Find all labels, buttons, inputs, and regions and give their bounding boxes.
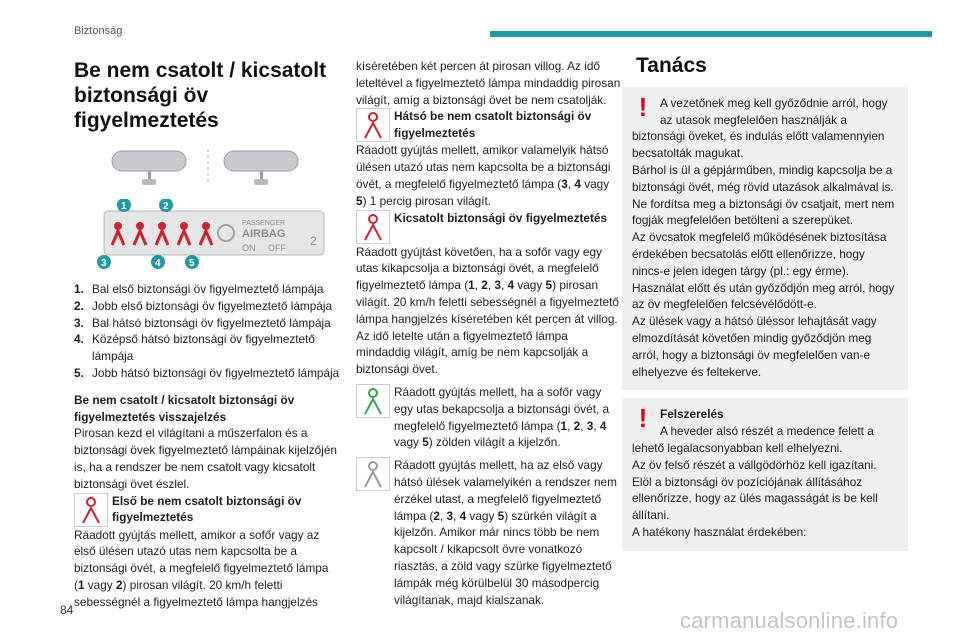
right-column [622,54,908,559]
tip-paragraph: Bárhol is ül a gépjárműben, mindig kapcsolja be a biztonsági övét, még rövid utazások alkalmával is. [632,162,894,194]
intro-paragraph: Pirosan kezd el világítani a műszerfalon és a biztonsági övek figyelmeztető lámpáinak kijelzőjén is, ha a rendszer be nem csatolt vagy kicsatolt biztonsági övet észlel. [74,426,337,491]
unfastened-warning-block [356,210,622,244]
callout-badge-4 [151,255,165,269]
callout-badge-2 [159,199,173,212]
legend-item: 4. Középső hátsó biztonsági öv figyelmeztető lámpája [74,332,315,364]
tip-paragraph: Ne fordítsa meg a biztonsági öv csatjait, mert nem fogják megfelelően betölteni a szerepüket. [632,196,895,228]
subsection-title: Be nem csatolt / kicsatolt biztonsági öv figyelmeztetés visszajelzés [74,392,295,424]
exclamation-icon: ! [638,403,648,434]
front-warning-text: Ráadott gyújtás mellett, amikor a sofőr vagy az első ülésen utazó utas nem kapcsolta be a biztonsági övét, a megfelelő figyelmeztető lámpa (1 vagy 2) pirosan világít. 20 km/h feletti sebességnél a figyelmeztető lámpa hangjelzés [74,527,329,609]
svg-text:5: 5 [189,258,195,269]
seatbelt-indicator-figure [74,199,342,269]
seatbelt-green-icon [356,384,390,418]
legend-item: 3. Bal hátsó biztonsági öv figyelmeztető lámpája [74,315,331,330]
tip-paragraph: A hatékony használat érdekében: [632,524,807,539]
rearview-mirror-figure [74,145,342,191]
tip-heading: Felszerelés [660,407,724,422]
seatbelt-warning-icon [356,210,390,244]
tip-paragraph: Az övcsatok megfelelő működésének biztosítása érdekében becsatolás előtt ellenőrizze, hogy nincs-e jelen idegen tárgy (pl.: egy érme). [632,230,887,278]
svg-text:2: 2 [163,201,169,212]
watermark: carmanualsonline.info [680,608,899,633]
callout-badge-1 [117,199,131,212]
tip-paragraph: A vezetőnek meg kell győződnie arról, hogy az utasok megfelelően használják a biztonsági öveket, és indulás előtt valamennyien becsatolták magukat. [632,95,888,161]
seatbelt-warning-icon [356,108,390,142]
front-warning-block [74,493,342,527]
tip-paragraph: Az ülések vagy a hátsó üléssor lehajtását vagy elmozdítását követően mindig győződjön meg arról, hogy a biztonsági öv megfelelően van-e elhelyezve és feltekerve. [632,314,877,379]
middle-column [356,58,622,608]
mirror-illustration [74,145,342,191]
green-status-text: Ráadott gyújtás mellett, ha a sofőr vagy egy utas bekapcsolja a biztonsági övét, a megfelelő figyelmeztető lámpa (1, 2, 3, 4 vagy 5) zölden világít a kijelzőn. [394,384,610,450]
tip-box-advice [622,87,908,391]
callout-badge-3 [97,255,111,269]
unfastened-warning-intro: Kicsatolt biztonsági öv figyelmeztetés [394,210,608,225]
header-accent-bar [490,31,932,37]
rear-warning-text: Ráadott gyújtás mellett, amikor valamelyik hátsó ülésen utazó utas nem kapcsolta be a biztonsági övét, a megfelelő figyelmeztető lámpa (3, 4 vagy 5) 1 percig pirosan világít. [356,143,611,208]
passenger-label: PASSENGER [242,220,286,227]
callout-badge-5 [185,255,199,269]
section-header: Biztonság [74,25,123,37]
grey-status-text: Ráadott gyújtás mellett, ha az első vagy hátsó ülések valamelyikén a rendszer nem érzékel utast, a megfelelő figyelmeztető lámpa (2, 3, 4 vagy 5) szürkén világít a kijelzőn. Amikor már nincs több be nem kapcsolt / kikapcsolt övre vonatkozó riasztás, a zöld vagy szürke figyelmeztető lámpák még körülbelül 30 másodpercig világítanak, majd kialszanak. [394,458,617,607]
tips-title: Tanács [636,54,707,77]
grey-status-block [356,457,622,608]
tip-paragraph: A heveder alsó részét a medence felett a lehető legalacsonyabban kell elhelyezni. [632,424,874,455]
exclamation-icon: ! [638,91,648,122]
svg-text:3: 3 [101,258,107,269]
seatbelt-indicator-panel [74,199,342,269]
tip-paragraph: Elöl a biztonsági öv pozíciójának állításához ellenőrizze, hogy az ülés magasságát is be kell állítani. [632,474,878,523]
front-warning-heading: Első be nem csatolt biztonsági öv figyelmeztetés [112,493,302,525]
rear-warning-block [356,108,622,142]
airbag-off-label: OFF [268,243,286,253]
section-title: Be nem csatolt / kicsatolt biztonsági öv figyelmeztetés [74,59,327,132]
tip-box-installation [622,398,908,550]
svg-text:4: 4 [155,258,161,269]
seatbelt-warning-icon [74,493,108,527]
indicator-legend [74,281,342,382]
continued-paragraph: kíséretében két percen át pirosan villog. Az idő leteltével a figyelmeztető lámpa mindaddig pirosan világít, amíg a biztonsági övet be nem csatolják. [356,59,621,107]
airbag-on-label: ON [242,243,256,253]
tip-paragraph: Az öv felső részét a vállgödörhöz kell igazítani. [632,457,877,472]
legend-item: 1. Bal első biztonsági öv figyelmeztető lámpája [74,282,324,296]
rear-warning-heading: Hátsó be nem csatolt biztonsági öv figyelmeztetés [394,109,592,141]
airbag-label: AIRBAG [242,228,286,240]
tip-paragraph: Használat előtt és után győződjön meg arról, hogy az öv megfelelően felcsévélődött-e. [632,280,895,312]
green-status-block [356,384,622,451]
left-column [74,58,342,611]
unfastened-warning-text: Ráadott gyújtást követően, ha a sofőr vagy egy utas kikapcsolja a biztonsági övét, a megfelelő figyelmeztető lámpa (1, 2, 3, 4 vagy 5) pirosan világít. 20 km/h feletti sebességnél a figyelmeztető lámpa hangjelzés kíséretében két percen át villog. Az idő letelte után a figyelmeztető lámpa mindaddig világít, amíg be nem kapcsolják a biztonsági övet. [356,244,619,377]
svg-text:1: 1 [121,201,127,212]
seatbelt-grey-icon [356,457,390,491]
legend-item: 5. Jobb hátsó biztonsági öv figyelmeztető lámpája [74,365,340,380]
passenger-count-label: 2 [310,234,317,248]
page-number: 84 [60,603,74,617]
legend-item: 2. Jobb első biztonsági öv figyelmeztető lámpája [74,298,333,313]
